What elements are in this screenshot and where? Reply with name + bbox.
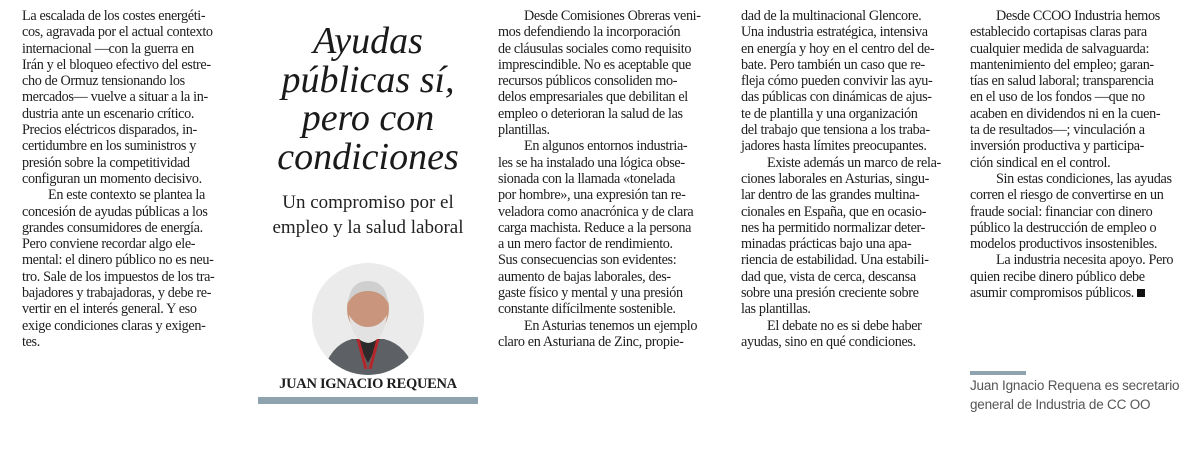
article-column-3 xyxy=(741,8,963,350)
text-line: asumir compromisos públicos. xyxy=(970,285,1186,301)
text-line: quien recibe dinero público debe xyxy=(970,268,1145,285)
text-line: mantenimiento del empleo; garan- xyxy=(970,56,1154,73)
text-line: modelos productivos insostenibles. xyxy=(970,236,1158,253)
article-column-1 xyxy=(22,8,248,350)
text-line: fleja cómo pueden convivir las ayu- xyxy=(741,73,933,90)
paragraph xyxy=(970,171,1186,252)
text-line: carga machista. Reduce a la persona xyxy=(498,219,692,236)
subtitle xyxy=(258,190,478,240)
text-line: sionada con la llamada «tonelada xyxy=(498,170,676,187)
text-line: ción sindical en el control. xyxy=(970,154,1111,171)
text-line: minadas prácticas bajo una apa- xyxy=(741,236,912,253)
text-line: Sin estas condiciones, las ayudas xyxy=(996,170,1172,187)
text-line: público la destrucción de empleo o xyxy=(970,219,1157,236)
text-line: bajadores y trabajadoras, y debe re- xyxy=(22,285,212,302)
subtitle-line: Un compromiso por el xyxy=(282,192,454,213)
text-line: das públicas con dinámicas de ajus- xyxy=(741,89,932,106)
author-byline: JUAN IGNACIO REQUENA xyxy=(279,376,457,392)
paragraph xyxy=(970,8,1186,171)
text-line: Pero conviene recordar algo ele- xyxy=(22,236,196,253)
text-line: tías en salud laboral; transparencia xyxy=(970,73,1154,90)
text-line: gaste físico y mental y una presión xyxy=(498,285,683,302)
text-line: riencia de estabilidad. Una estabili- xyxy=(741,252,929,269)
text-line: Una industria estratégica, intensiva xyxy=(741,24,928,41)
text-line: plantillas. xyxy=(498,122,550,139)
paragraph xyxy=(741,318,963,351)
text-line: Desde Comisiones Obreras veni- xyxy=(524,8,701,24)
text-line: Precios eléctricos disparados, in- xyxy=(22,122,197,139)
paragraph xyxy=(498,138,734,317)
text-line: jadores hasta límites preocupantes. xyxy=(741,138,927,155)
text-line: les se ha instalado una lógica obse- xyxy=(498,154,685,171)
headline-line: pero con xyxy=(301,97,435,139)
text-line: dad de la multinacional Glencore. xyxy=(741,8,922,24)
text-line: acaben en dividendos ni en la cuen- xyxy=(970,105,1161,122)
text-line: concesión de ayudas públicas a los xyxy=(22,203,208,220)
text-line: grandes consumidores de energía. xyxy=(22,219,203,236)
text-line: corren el riesgo de convertirse en un xyxy=(970,187,1164,204)
text-line: en energía y hoy en el centro del de- xyxy=(741,40,935,57)
paragraph xyxy=(498,8,734,138)
text-line: presión sobre la competitividad xyxy=(22,154,190,171)
text-line: En este contexto se plantea la xyxy=(48,187,205,204)
headline-line: condiciones xyxy=(277,135,459,178)
text-line: del trabajo que tensiona a los traba- xyxy=(741,122,930,139)
text-line: delos empresariales que debilitan el xyxy=(498,89,688,106)
text-line: empleo o deterioran la salud de las xyxy=(498,105,683,122)
text-line: imprescindible. No es aceptable que xyxy=(498,56,691,73)
text-line: vertir en el interés general. Y eso xyxy=(22,301,197,318)
text-line: bate. Pero también un caso que re- xyxy=(741,56,925,73)
article-column-2 xyxy=(498,8,734,350)
headline xyxy=(258,22,478,176)
subtitle-line: empleo y la salud laboral xyxy=(272,217,464,238)
paragraph xyxy=(970,252,1186,301)
text-line: recursos públicos consoliden mo- xyxy=(498,73,678,90)
paragraph xyxy=(741,8,963,155)
text-line: La escalada de los costes energéti- xyxy=(22,8,206,24)
text-line: cualquier medida de salvaguarda: xyxy=(970,40,1150,57)
article-column-4 xyxy=(970,8,1186,301)
text-line: mos defendiendo la incorporación xyxy=(498,24,681,41)
text-line: El debate no es si debe haber xyxy=(767,317,922,334)
text-line: te de plantilla y una organización xyxy=(741,105,918,122)
text-line: claro en Asturiana de Zinc, propie- xyxy=(498,333,684,350)
text-line: las plantillas. xyxy=(741,301,811,318)
text-line: establecido cortapisas claras para xyxy=(970,24,1147,41)
text-line: exige condiciones claras y exigen- xyxy=(22,317,206,334)
text-line: En algunos entornos industria- xyxy=(524,138,688,155)
text-line: tro. Sale de los impuestos de los tra- xyxy=(22,268,215,285)
author-photo xyxy=(312,263,424,375)
text-line: mental: el dinero público no es neu- xyxy=(22,252,214,269)
paragraph xyxy=(22,8,248,187)
author-note-line: Juan Ignacio Requena es secretario xyxy=(970,378,1180,393)
text-line: cho de Ormuz tensionando los xyxy=(22,73,185,90)
text-line: Sus consecuencias son evidentes: xyxy=(498,252,677,269)
text-line: por hombre», una expresión tan re- xyxy=(498,187,686,204)
paragraph xyxy=(741,155,963,318)
text-line: Existe además un marco de rela- xyxy=(767,154,941,171)
author-note-rule xyxy=(970,371,1026,375)
text-line: ayudas, sino en qué condiciones. xyxy=(741,333,916,350)
headline-line: públicas sí, xyxy=(281,58,455,101)
text-line: constante difícilmente sostenible. xyxy=(498,301,676,318)
text-line: lar dentro de las grandes multina- xyxy=(741,187,920,204)
text-line: sobre una presión creciente sobre xyxy=(741,285,919,302)
text-line: mercados— vuelve a situar a la in- xyxy=(22,89,208,106)
text-line: En Asturias tenemos un ejemplo xyxy=(524,317,698,334)
text-line: La industria necesita apoyo. Pero xyxy=(996,252,1174,269)
author-note xyxy=(970,376,1179,414)
text-line: dustria ante un escenario crítico. xyxy=(22,105,195,122)
text-line: Desde CCOO Industria hemos xyxy=(996,8,1160,24)
text-line: tes. xyxy=(22,333,40,350)
text-line: Irán y el bloqueo efectivo del estre- xyxy=(22,56,211,73)
paragraph xyxy=(498,318,734,351)
text-line: en el uso de los fondos —que no xyxy=(970,89,1145,106)
accent-bar xyxy=(258,397,478,404)
text-line: certidumbre en los suministros y xyxy=(22,138,196,155)
text-line: a un mero factor de rendimiento. xyxy=(498,236,673,253)
text-line: inversión productiva y participa- xyxy=(970,138,1145,155)
author-note-line: general de Industria de CC OO xyxy=(970,397,1151,412)
text-line: configuran un momento decisivo. xyxy=(22,170,202,187)
end-mark-icon xyxy=(1137,289,1145,297)
text-line: internacional —con la guerra en xyxy=(22,40,194,57)
text-line: cionales en España, que en ocasio- xyxy=(741,203,927,220)
text-line: cos, agravada por el actual contexto xyxy=(22,24,213,41)
headline-line: Ayudas xyxy=(313,20,423,62)
text-line: de cláusulas sociales como requisito xyxy=(498,40,692,57)
text-line: veladora como anacrónica y de clara xyxy=(498,203,694,220)
text-line: nes ha permitido normalizar deter- xyxy=(741,219,925,236)
text-line: dad que, vista de cerca, descansa xyxy=(741,268,916,285)
paragraph xyxy=(22,187,248,350)
text-line: aumento de bajas laborales, des- xyxy=(498,268,671,285)
text-line: ta de resultados—; vinculación a xyxy=(970,122,1145,139)
text-line: ciones laborales en Asturias, singu- xyxy=(741,170,929,187)
text-line: fraude social: financiar con dinero xyxy=(970,203,1153,220)
